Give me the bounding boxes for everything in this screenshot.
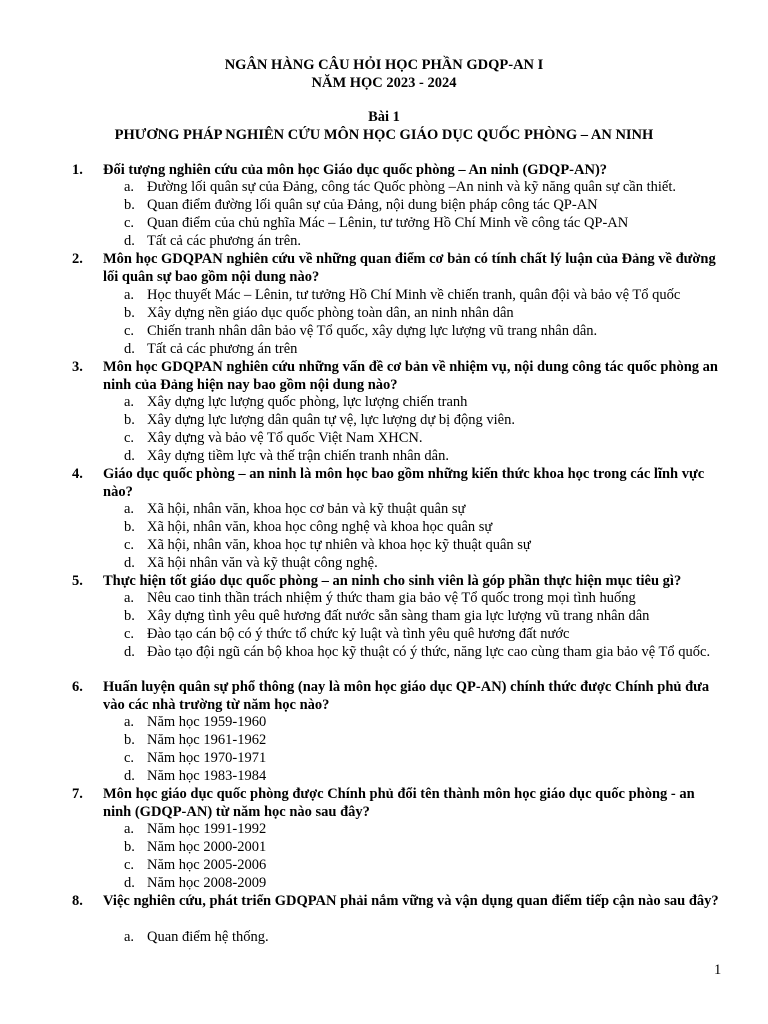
option-text: Đào tạo đội ngũ cán bộ khoa học kỹ thuật có ý thức, năng lực cao cùng tham gia bảo vệ Tổ quốc. [147, 644, 711, 660]
option-text: Xây dựng lực lượng dân quân tự vệ, lực lượng dự bị động viên. [147, 412, 515, 428]
option-letter: b. [124, 519, 135, 535]
option-text: Xã hội, nhân văn, khoa học tự nhiên và khoa học kỹ thuật quân sự [147, 537, 531, 553]
question-text: Môn học GDQPAN nghiên cứu những vấn đề cơ bản về nhiệm vụ, nội dung công tác quốc phòng an ninh của Đảng hiện nay bao gồm nội dung nào? [103, 359, 718, 393]
option-letter: d. [124, 555, 135, 571]
option-text: Quan điểm hệ thống. [147, 929, 269, 945]
option-text: Năm học 2000-2001 [147, 839, 267, 855]
option-text: Năm học 2008-2009 [147, 875, 267, 891]
question-number: 7. [72, 786, 83, 802]
option-text: Xã hội, nhân văn, khoa học cơ bản và kỹ thuật quân sự [147, 501, 466, 517]
option-letter: a. [124, 590, 135, 606]
option-letter: b. [124, 197, 135, 213]
lesson-number: Bài 1 [368, 109, 400, 125]
option-letter: d. [124, 644, 135, 660]
question-number: 4. [72, 466, 83, 482]
question-text: Đối tượng nghiên cứu của môn học Giáo dục quốc phòng – An ninh (GDQP-AN)? [103, 162, 608, 178]
page-number: 1 [714, 962, 722, 978]
option-text: Xây dựng lực lượng quốc phòng, lực lượng chiến tranh [147, 394, 468, 410]
question-text: Giáo dục quốc phòng – an ninh là môn học bao gồm những kiến thức khoa học trong các lĩnh vực nào? [103, 466, 705, 500]
option-text: Quan điểm của chủ nghĩa Mác – Lênin, tư tưởng Hồ Chí Minh về công tác QP-AN [147, 215, 629, 231]
question-number: 6. [72, 679, 83, 695]
option-letter: b. [124, 608, 135, 624]
option-letter: a. [124, 394, 135, 410]
question-text: Việc nghiên cứu, phát triển GDQPAN phải nắm vững và vận dụng quan điểm tiếp cận nào sau đây? [103, 893, 719, 909]
option-text: Năm học 1959-1960 [147, 714, 267, 730]
option-letter: d. [124, 233, 135, 249]
option-text: Tất cả các phương án trên. [147, 233, 302, 249]
option-letter: a. [124, 179, 135, 195]
option-text: Xã hội nhân văn và kỹ thuật công nghệ. [147, 555, 378, 571]
option-letter: b. [124, 839, 135, 855]
option-text: Nêu cao tinh thần trách nhiệm ý thức tham gia bảo vệ Tổ quốc trong mọi tình huống [147, 590, 636, 606]
option-letter: c. [124, 857, 135, 873]
question-number: 8. [72, 893, 83, 909]
option-text: Xây dựng tình yêu quê hương đất nước sẵn sàng tham gia lực lượng vũ trang nhân dân [147, 608, 650, 624]
question-number: 1. [72, 162, 83, 178]
option-text: Tất cả các phương án trên [147, 341, 298, 357]
question-text: Huấn luyện quân sự phổ thông (nay là môn học giáo dục QP-AN) chính thức được Chính phủ đưa vào các nhà trường từ năm học nào? [103, 679, 710, 713]
option-letter: c. [124, 750, 135, 766]
option-text: Chiến tranh nhân dân bảo vệ Tổ quốc, xây dựng lực lượng vũ trang nhân dân. [147, 323, 598, 339]
option-text: Xã hội, nhân văn, khoa học công nghệ và khoa học quân sự [147, 519, 493, 535]
question-text: Môn học GDQPAN nghiên cứu về những quan điểm cơ bản có tính chất lý luận của Đảng về đường lối quân sự bao gồm nội dung nào? [103, 251, 716, 285]
option-text: Năm học 1983-1984 [147, 768, 267, 784]
option-text: Đào tạo cán bộ có ý thức tổ chức kỷ luật và tình yêu quê hương đất nước [147, 626, 570, 642]
question-number: 5. [72, 573, 83, 589]
option-text: Quan điểm đường lối quân sự của Đảng, nội dung biện pháp công tác QP-AN [147, 197, 598, 213]
option-letter: c. [124, 430, 135, 446]
question-text: Thực hiện tốt giáo dục quốc phòng – an ninh cho sinh viên là góp phần thực hiện mục tiêu gì? [103, 573, 682, 589]
lesson-title: PHƯƠNG PHÁP NGHIÊN CỨU MÔN HỌC GIÁO DỤC QUỐC PHÒNG – AN NINH [114, 127, 654, 143]
option-letter: a. [124, 821, 135, 837]
option-text: Học thuyết Mác – Lênin, tư tưởng Hồ Chí Minh về chiến tranh, quân đội và bảo vệ Tổ quốc [147, 287, 681, 303]
option-text: Đường lối quân sự của Đảng, công tác Quốc phòng –An ninh và kỹ năng quân sự cần thiết. [147, 179, 676, 195]
question-text: Môn học giáo dục quốc phòng được Chính phủ đổi tên thành môn học giáo dục quốc phòng - an ninh (GDQP-AN) từ năm học nào sau đây? [103, 786, 695, 820]
option-letter: c. [124, 626, 135, 642]
option-text: Xây dựng và bảo vệ Tổ quốc Việt Nam XHCN. [147, 430, 423, 446]
option-letter: b. [124, 305, 135, 321]
option-letter: a. [124, 929, 135, 945]
option-letter: a. [124, 501, 135, 517]
question-number: 2. [72, 251, 83, 267]
option-text: Năm học 1991-1992 [147, 821, 267, 837]
option-letter: c. [124, 537, 135, 553]
option-letter: d. [124, 448, 135, 464]
option-text: Xây dựng tiềm lực và thế trận chiến tranh nhân dân. [147, 448, 449, 464]
option-letter: b. [124, 732, 135, 748]
option-text: Năm học 1961-1962 [147, 732, 267, 748]
question-number: 3. [72, 359, 83, 375]
option-letter: a. [124, 287, 135, 303]
option-letter: c. [124, 215, 135, 231]
option-letter: d. [124, 341, 135, 357]
option-letter: a. [124, 714, 135, 730]
school-year: NĂM HỌC 2023 - 2024 [311, 75, 457, 91]
option-letter: c. [124, 323, 135, 339]
option-letter: b. [124, 412, 135, 428]
option-letter: d. [124, 875, 135, 891]
option-text: Xây dựng nền giáo dục quốc phòng toàn dân, an ninh nhân dân [147, 305, 514, 321]
option-text: Năm học 2005-2006 [147, 857, 267, 873]
bank-title: NGÂN HÀNG CÂU HỎI HỌC PHẦN GDQP-AN I [224, 57, 544, 73]
option-text: Năm học 1970-1971 [147, 750, 267, 766]
option-letter: d. [124, 768, 135, 784]
